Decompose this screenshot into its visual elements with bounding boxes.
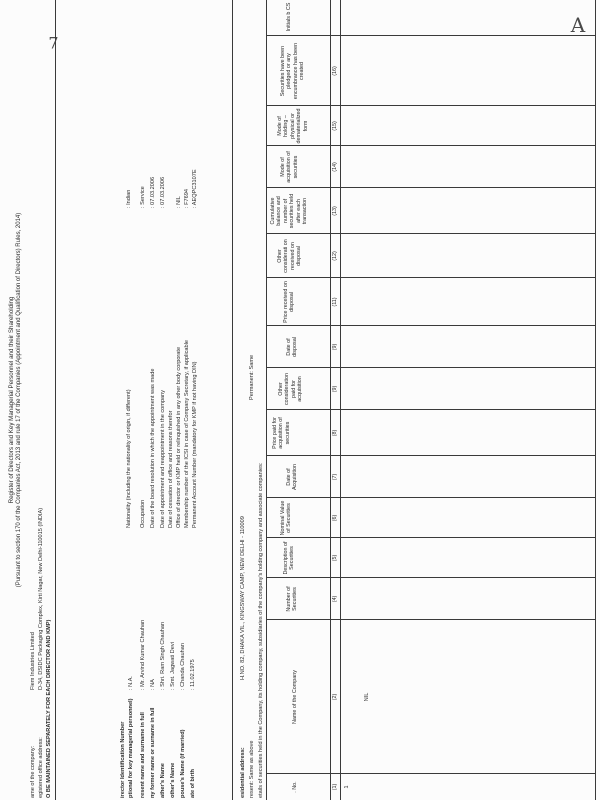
former-name-label: ny former name or surname in full (150, 707, 156, 798)
nationality-value: : Indian (126, 189, 132, 208)
col-number: (7) (332, 473, 338, 481)
din-value: : N.A. (128, 676, 134, 690)
col-divider (266, 277, 595, 278)
col-number: (8) (332, 429, 338, 437)
header-other-consideration-received: Other considerati on received on disposal (277, 239, 303, 273)
col-number: (12) (332, 251, 338, 261)
mother-name-value: : Smt. Jagwati Devi (170, 642, 176, 690)
header-description-of-securities: Description of Securities (283, 541, 296, 575)
col-number: (11) (332, 297, 338, 307)
col-number: (13) (332, 206, 338, 216)
present-name-label: resent name and surname in full (140, 712, 146, 798)
header-number-of-securities: Number of Securities (286, 586, 299, 612)
occupation-label: Occupation (140, 499, 146, 528)
row1-sno: 1 (344, 785, 350, 789)
col-number: (5) (332, 554, 338, 562)
other-body-corporate-label: Office of director or KMP held or relinquished in any other body corporate (176, 346, 182, 528)
pan-label: Permanent Account Number (mandatory for KMP if not having DIN) (192, 361, 198, 528)
board-resolution-value: : 07.03.2006 (150, 176, 156, 208)
appointment-date-value: : 07.03.2006 (160, 176, 166, 208)
nationality-label: Nationality (including the nationality of origin, if different) (126, 389, 132, 528)
permanent-address-label: Permanent: Same (249, 354, 255, 400)
col-number: (4) (332, 595, 338, 603)
col-number: (16) (332, 66, 338, 76)
dob-label: ate of birth (190, 769, 196, 798)
table-numbers-bottom (340, 0, 341, 800)
col-divider (266, 187, 595, 188)
registered-office-value: D-34, DSIDC Packaging Complex, Kirti Nagar, New Delhi-110015 (INDIA) (38, 507, 44, 690)
col-divider (266, 105, 595, 106)
initials-signature: A (570, 12, 586, 37)
occupation-value: : Service (140, 186, 146, 208)
mother-name-label: other's Name (170, 762, 176, 798)
company-name-label: ame of the company: (30, 745, 36, 798)
row1-company: NIL (364, 692, 370, 702)
header-mode-of-holding: Mode of holding – physical or dematerialized form (277, 108, 309, 144)
col-divider (266, 497, 595, 498)
pan-value: : AEQPC3107E (192, 169, 198, 208)
present-address-label: resent: Same as above (249, 740, 255, 798)
col-number: (14) (332, 162, 338, 172)
header-securities-pledged: Securities have been pledged or any encumbrance has been created (280, 42, 306, 100)
father-name-label: ather's Name (160, 763, 166, 798)
table-bottom-border (595, 0, 596, 800)
col-divider (266, 577, 595, 578)
header-price-paid: Price paid for acquisition of securities (272, 417, 291, 449)
securities-details-label: etails of securities held in the Company, its holding company, subsidiaries of the company's holding company and associate companies: (258, 462, 264, 798)
col-divider (266, 325, 595, 326)
col-divider (266, 773, 595, 774)
optional-kmp-label: ptional for key managerial personnel) (128, 698, 134, 798)
col-divider (266, 367, 595, 368)
register-subtitle: (Pursuant to section 170 of the Companies Act, 2013 and rule 17 of the Companies (Appointment and Qualification of Directors) Rules, 2014) (16, 212, 22, 588)
cessation-label: Date of cessation of office and reasons therefor (168, 410, 174, 528)
header-date-of-acquisition: Date of Acquisition (286, 463, 299, 491)
col-divider (266, 409, 595, 410)
present-name-value: : Mr. Arvind Kumar Chauhan (140, 619, 146, 690)
address-top-divider (232, 0, 233, 800)
col-divider (266, 619, 595, 620)
former-name-value: : NA (150, 679, 156, 690)
din-label: irector Identification Number (120, 721, 126, 798)
residential-address-label: esidential address: (240, 747, 246, 798)
appointment-date-label: Date of appointment and reappointment in the company (160, 389, 166, 528)
spouse-name-label: pouse's Name (if married) (180, 729, 186, 798)
col-number: (9) (332, 385, 338, 393)
col-divider (266, 35, 595, 36)
header-sno: . No. (292, 781, 298, 793)
register-title: Register of Directors and Key Managerial Personnel and their Shareholding (8, 296, 15, 504)
col-divider (266, 537, 595, 538)
table-header-bottom (330, 0, 331, 800)
col-divider (266, 455, 595, 456)
board-resolution-label: Date of the board resolution in which the appointment was made (150, 368, 156, 528)
registered-office-label: egistered office address: (38, 737, 44, 798)
table-top-border (266, 0, 267, 800)
col-number: (2) (332, 693, 338, 701)
residential-address-value: H.NO. 82, DHAKA VIL., KINGSWAY CAMP, NEW DELHI - 110009 (240, 516, 246, 680)
col-number: (1) (332, 783, 338, 791)
dob-value: : 11.02.1975 (190, 659, 196, 690)
icsi-membership-label: Membership number of the ICSI in case of Company Secretary, if applicable (184, 340, 190, 528)
col-divider (266, 233, 595, 234)
header-mode-of-acquisition: Mode of acquisition of securities (280, 151, 299, 183)
col-number: (9) (332, 343, 338, 351)
header-other-consideration-paid: Other consideration paid for acquisition (278, 372, 304, 406)
header-price-received: Price received on disposal (283, 281, 296, 323)
spouse-name-value: : Chanda Chauhan (180, 643, 186, 690)
header-initials-cs: Initials b CS (286, 2, 292, 32)
header-divider (55, 0, 56, 800)
father-name-value: : Shri. Ram Singh Chauhan (160, 621, 166, 690)
header-cumulative-balance: Cumulative balance and number of securities held after each transaction (270, 193, 309, 229)
header-company-name: Name of the Company (292, 670, 298, 724)
col-divider (266, 145, 595, 146)
other-body-corporate-value: : NIL (176, 196, 182, 208)
col-number: (6) (332, 514, 338, 522)
maintain-note: O BE MAINTAINED SEPARATELY FOR EACH DIRECTOR AND KMP) (46, 619, 52, 798)
company-name-value: Fiem Industries Limited (30, 632, 36, 690)
header-date-of-disposal: Date of disposal (286, 337, 299, 357)
icsi-membership-value: : F7694 (184, 189, 190, 208)
col-number: (15) (332, 121, 338, 131)
page-number-mark: 7 (48, 33, 59, 53)
header-nominal-value: Nominal Value of Securities (280, 500, 293, 536)
